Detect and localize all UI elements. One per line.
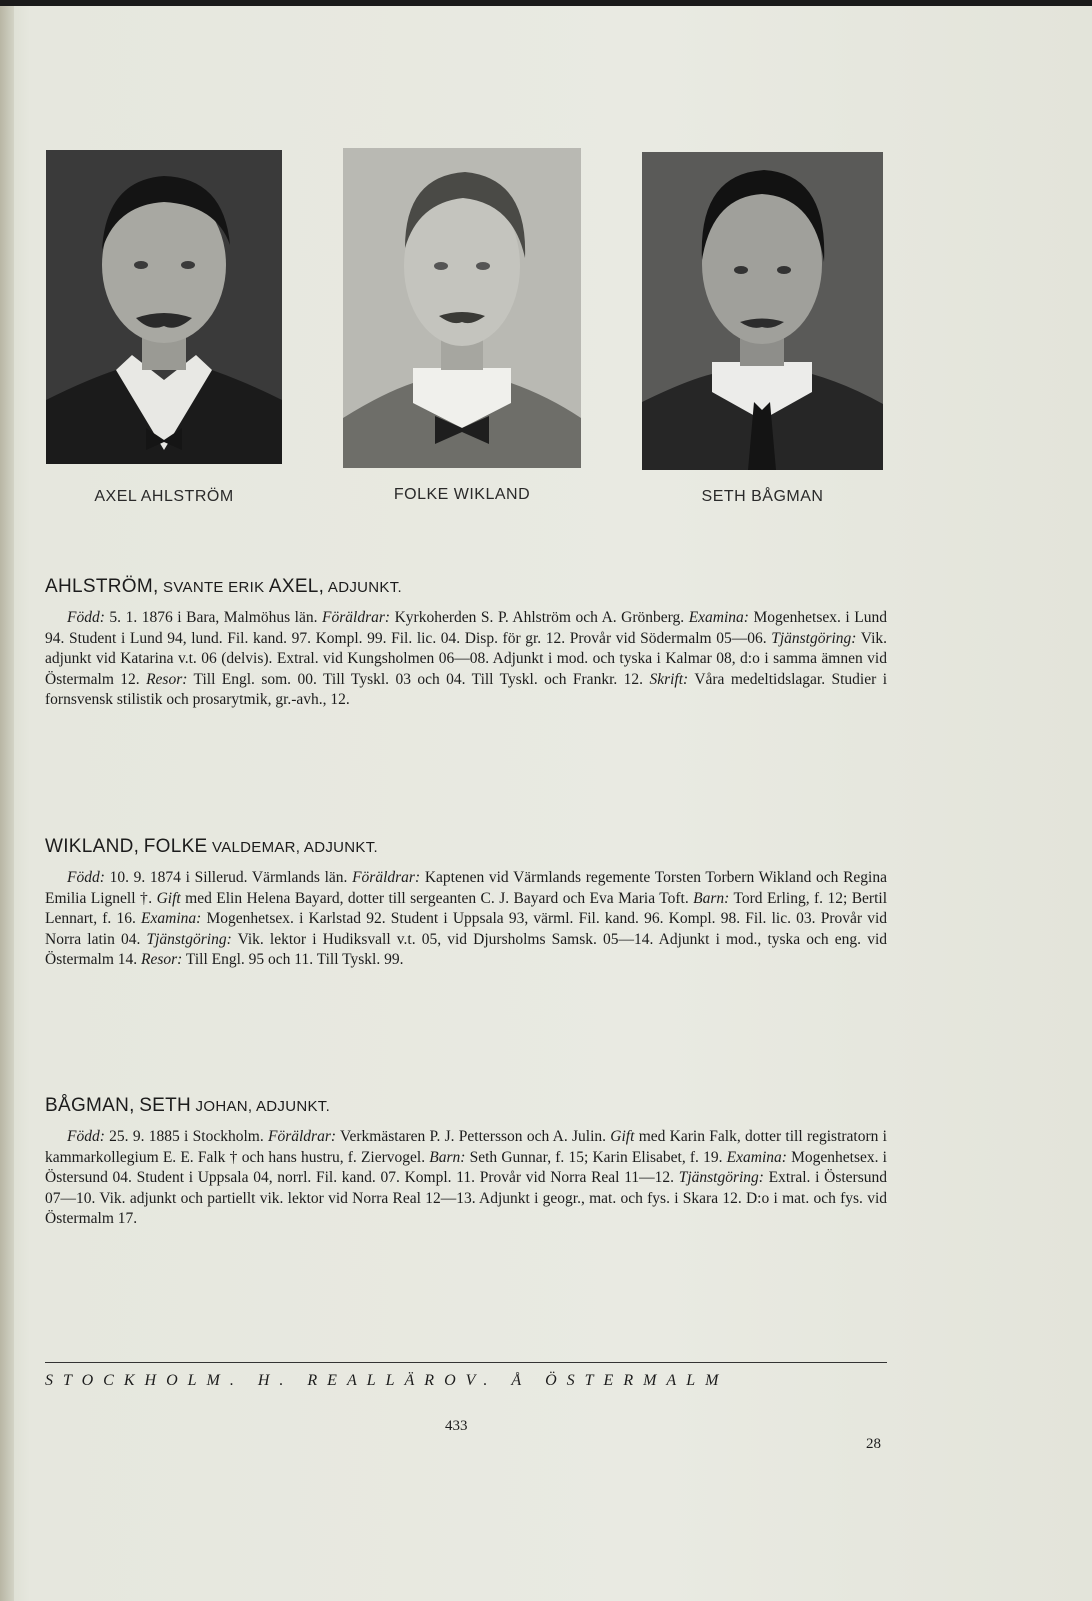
- field-label: Examina:: [688, 609, 749, 626]
- entry-heading: [45, 1095, 887, 1117]
- field-label: Född:: [67, 869, 105, 886]
- field-text: Kaptenen vid Värmlands regemente Torsten Torbern Wikland och Regina Emilia Lignell †.: [45, 869, 887, 907]
- portrait-caption: SETH BÅGMAN: [701, 488, 824, 505]
- entry-heading: [45, 836, 887, 858]
- entry-title: VALDEMAR, ADJUNKT.: [207, 839, 378, 856]
- entry-surname: WIKLAND,: [45, 836, 140, 857]
- field-text: Vik. adjunkt vid Katarina v.t. 06 (delvis). Extral. vid Kungsholmen 06—08. Adjunkt i mod. och tyska i Kalmar 08, d:o i samma ämnen vid Östermalm 12.: [45, 629, 887, 688]
- entry-body: [45, 868, 887, 971]
- page-number: 433: [445, 1418, 468, 1434]
- entry-given-names: SVANTE ERIK: [158, 579, 269, 596]
- field-text: Verkmästaren P. J. Pettersson och A. Julin.: [336, 1128, 611, 1145]
- field-label: Skrift:: [649, 670, 689, 688]
- field-label: Tjänstgöring:: [771, 629, 857, 647]
- entry-surname: BÅGMAN,: [45, 1095, 135, 1116]
- field-text: Till Engl. 95 och 11. Till Tyskl. 99.: [182, 951, 404, 969]
- field-text: Mogenhetsex. i Lund 94. Student i Lund 94, lund. Fil. kand. 97. Kompl. 99. Fil. lic. 04. Disp. för gr. 12. Provår vid Södermalm 05—06.: [45, 609, 887, 647]
- portrait-photo-wikland: [343, 148, 581, 468]
- field-label: Barn:: [429, 1148, 466, 1166]
- entry-body: [45, 608, 887, 711]
- portrait-caption: FOLKE WIKLAND: [393, 486, 531, 503]
- field-label: Resor:: [141, 951, 183, 969]
- running-footer-title: STOCKHOLM. H. REALLÄROV. Å ÖSTERMALM: [45, 1372, 729, 1389]
- biography-entry-wikland: [45, 836, 887, 971]
- portrait-caption: AXEL AHLSTRÖM: [94, 488, 234, 505]
- field-text: 10. 9. 1874 i Sillerud. Värmlands län.: [104, 869, 353, 886]
- field-label: Examina:: [141, 910, 202, 928]
- field-text: Vik. lektor i Hudiksvall v.t. 05, vid Djursholms Samsk. 05—14. Adjunkt i mod., tyska och eng. vid Östermalm 14.: [45, 930, 887, 969]
- field-text: 5. 1. 1876 i Bara, Malmöhus län.: [104, 609, 323, 626]
- field-text: Mogenhetsex. i Karlstad 92. Student i Uppsala 93, värml. Fil. kand. 96. Kompl. 98. Fil. lic. 03. Provår vid Norra latin 04.: [45, 910, 888, 948]
- field-label: Tjänstgöring:: [678, 1169, 764, 1187]
- field-label: Examina:: [726, 1148, 787, 1166]
- biography-entry-bagman: [45, 1095, 887, 1230]
- page-spine-shadow: [0, 6, 14, 1601]
- field-text: Mogenhetsex. i Östersund 04. Student i Uppsala 04, norrl. Fil. kand. 07. Kompl. 11. Provår vid Norra Real 11—12.: [45, 1148, 887, 1187]
- field-label: Föräldrar:: [352, 869, 421, 886]
- entry-title: ADJUNKT.: [324, 579, 402, 596]
- field-label: Gift: [156, 889, 181, 907]
- field-text: Seth Gunnar, f. 15; Karin Elisabet, f. 19.: [465, 1148, 727, 1166]
- field-text: med Karin Falk, dotter till registratorn i kammarkollegium E. E. Falk † och hans hustru, f. Ziervogel.: [45, 1128, 887, 1166]
- footer-rule: [45, 1362, 887, 1363]
- entry-called-name: SETH: [139, 1095, 192, 1116]
- entry-heading: [45, 576, 887, 598]
- field-text: Tord Erling, f. 12; Bertil Lennart, f. 16.: [45, 889, 888, 928]
- field-label: Föräldrar:: [267, 1128, 337, 1145]
- entry-surname: AHLSTRÖM,: [45, 576, 159, 597]
- entry-called-name: FOLKE: [143, 836, 208, 857]
- entry-called-name: AXEL,: [268, 576, 325, 597]
- field-label: Föräldrar:: [322, 609, 391, 626]
- field-label: Tjänstgöring:: [146, 930, 232, 948]
- field-label: Gift: [610, 1128, 635, 1145]
- field-label: Barn:: [693, 889, 730, 907]
- field-text: Kyrkoherden S. P. Ahlström och A. Grönberg.: [390, 609, 689, 626]
- entry-body: [45, 1127, 887, 1230]
- portrait-photo-ahlstrom: [46, 150, 282, 464]
- document-page: [0, 6, 1092, 1601]
- field-label: Född:: [67, 1128, 105, 1145]
- field-label: Född:: [67, 609, 105, 626]
- entry-title: JOHAN, ADJUNKT.: [191, 1098, 331, 1115]
- sheet-number: 28: [866, 1436, 881, 1452]
- field-label: Resor:: [146, 670, 188, 688]
- portrait-photo-bagman: [642, 152, 883, 470]
- biography-entry-ahlstrom: [45, 576, 887, 711]
- field-text: Våra medeltidslagar. Studier i fornsvensk stilistik och prosarytmik, gr.-avh., 12.: [45, 670, 887, 709]
- field-text: Extral. i Östersund 07—10. Vik. adjunkt och partiellt vik. lektor vid Norra Real 12—13. Adjunkt i geogr., mat. och fys. i Skara 12. D:o i mat. och fys. vid Östermalm 17.: [45, 1169, 887, 1228]
- field-text: med Elin Helena Bayard, dotter till sergeanten C. J. Bayard och Eva Maria Toft.: [180, 889, 694, 907]
- field-text: Till Engl. som. 00. Till Tyskl. 03 och 04. Till Tyskl. och Frankr. 12.: [187, 670, 650, 688]
- field-text: 25. 9. 1885 i Stockholm.: [104, 1128, 268, 1145]
